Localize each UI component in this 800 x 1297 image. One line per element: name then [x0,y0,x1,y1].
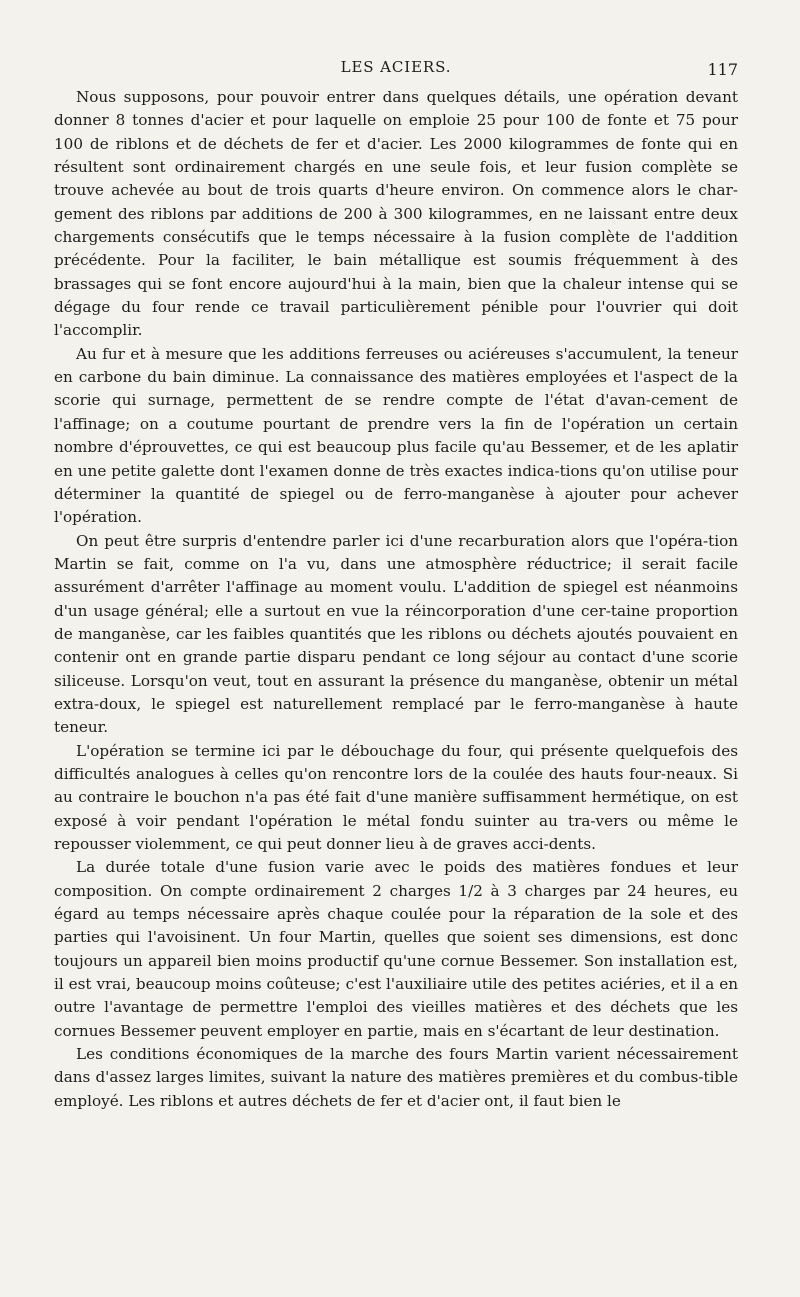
running-head [54,56,738,78]
running-title: LES ACIERS. [340,58,452,76]
paragraph: L'opération se termine ici par le débouchage du four, qui présente quelquefois des difficultés analogues à celles qu'on rencontre lors de la coulée des hauts four-neaux. Si au contraire le bouchon n'a pas été fait d'une manière suffisamment hermétique, on est exposé à voir pendant l'opération le métal fondu suinter au tra-vers ou même le repousser violemment, ce qui peut donner lieu à de graves acci-dents. [54,741,738,853]
page-number: 117 [707,60,738,79]
paragraph: Au fur et à mesure que les additions ferreuses ou aciéreuses s'accumulent, la teneur en carbone du bain diminue. La connaissance des matières employées et l'aspect de la scorie qui surnage, permettent de se rendre compte de l'état d'avan-cement de l'affinage; on a coutume pourtant de prendre vers la fin de l'opération un certain nombre d'éprouvettes, ce qui est beaucoup plus facile qu'au Bessemer, et de les aplatir en une petite galette dont l'examen donne de très exactes indica-tions qu'on utilise pour déterminer la quantité de spiegel ou de ferro-manganèse à ajouter pour achever l'opération. [54,344,738,527]
body-text [54,86,738,1113]
paragraph: Nous supposons, pour pouvoir entrer dans quelques détails, une opération devant donner 8 tonnes d'acier et pour laquelle on emploie 25 pour 100 de fonte et 75 pour 100 de riblons et de déchets de fer et d'acier. Les 2000 kilogrammes de fonte qui en résultent sont ordinairement chargés en une seule fois, et leur fusion complète se trouve achevée au bout de trois quarts d'heure environ. On commence alors le char-gement des riblons par additions de 200 à 300 kilogrammes, en ne laissant entre deux chargements consécutifs que le temps nécessaire à la fusion complète de l'addition précédente. Pour la faciliter, le bain métallique est soumis fréquemment à des brassages qui se font encore aujourd'hui à la main, bien que la chaleur intense qui se dégage du four rende ce travail particulièrement pénible pour l'ouvrier qui doit l'accomplir. [54,88,738,340]
paragraph: La durée totale d'une fusion varie avec le poids des matières fondues et leur composition. On compte ordinairement 2 charges 1/2 à 3 charges par 24 heures, eu égard au temps nécessaire après chaque coulée pour la réparation de la sole et des parties qui l'avoisinent. Un four Martin, quelles que soient ses dimensions, est donc toujours un appareil bien moins productif qu'une cornue Bessemer. Son installation est, il est vrai, beaucoup moins coûteuse; c'est l'auxiliaire utile des petites aciéries, et il a en outre l'avantage de permettre l'emploi des vieilles matières et des déchets que les cornues Bessemer peuvent employer en partie, mais en s'écartant de leur destination. [54,858,738,1040]
paragraph: On peut être surpris d'entendre parler ici d'une recarburation alors que l'opéra-tion Martin se fait, comme on l'a vu, dans une atmosphère réductrice; il serait facile assurément d'arrêter l'affinage au moment voulu. L'addition de spiegel est néanmoins d'un usage général; elle a surtout en vue la réincorporation d'une cer-taine proportion de manganèse, car les faibles quantités que les riblons ou déchets ajoutés pouvaient en contenir ont en grande partie disparu pendant ce long séjour au contact d'une scorie siliceuse. Lorsqu'on veut, tout en assurant la présence du manganèse, obtenir un métal extra-doux, le spiegel est naturellement remplacé par le ferro-manganèse à haute teneur. [54,531,738,737]
paragraph: Les conditions économiques de la marche des fours Martin varient nécessairement dans d'assez larges limites, suivant la nature des matières premières et du combus-tible employé. Les riblons et autres déchets de fer et d'acier ont, il faut bien le [54,1045,738,1110]
